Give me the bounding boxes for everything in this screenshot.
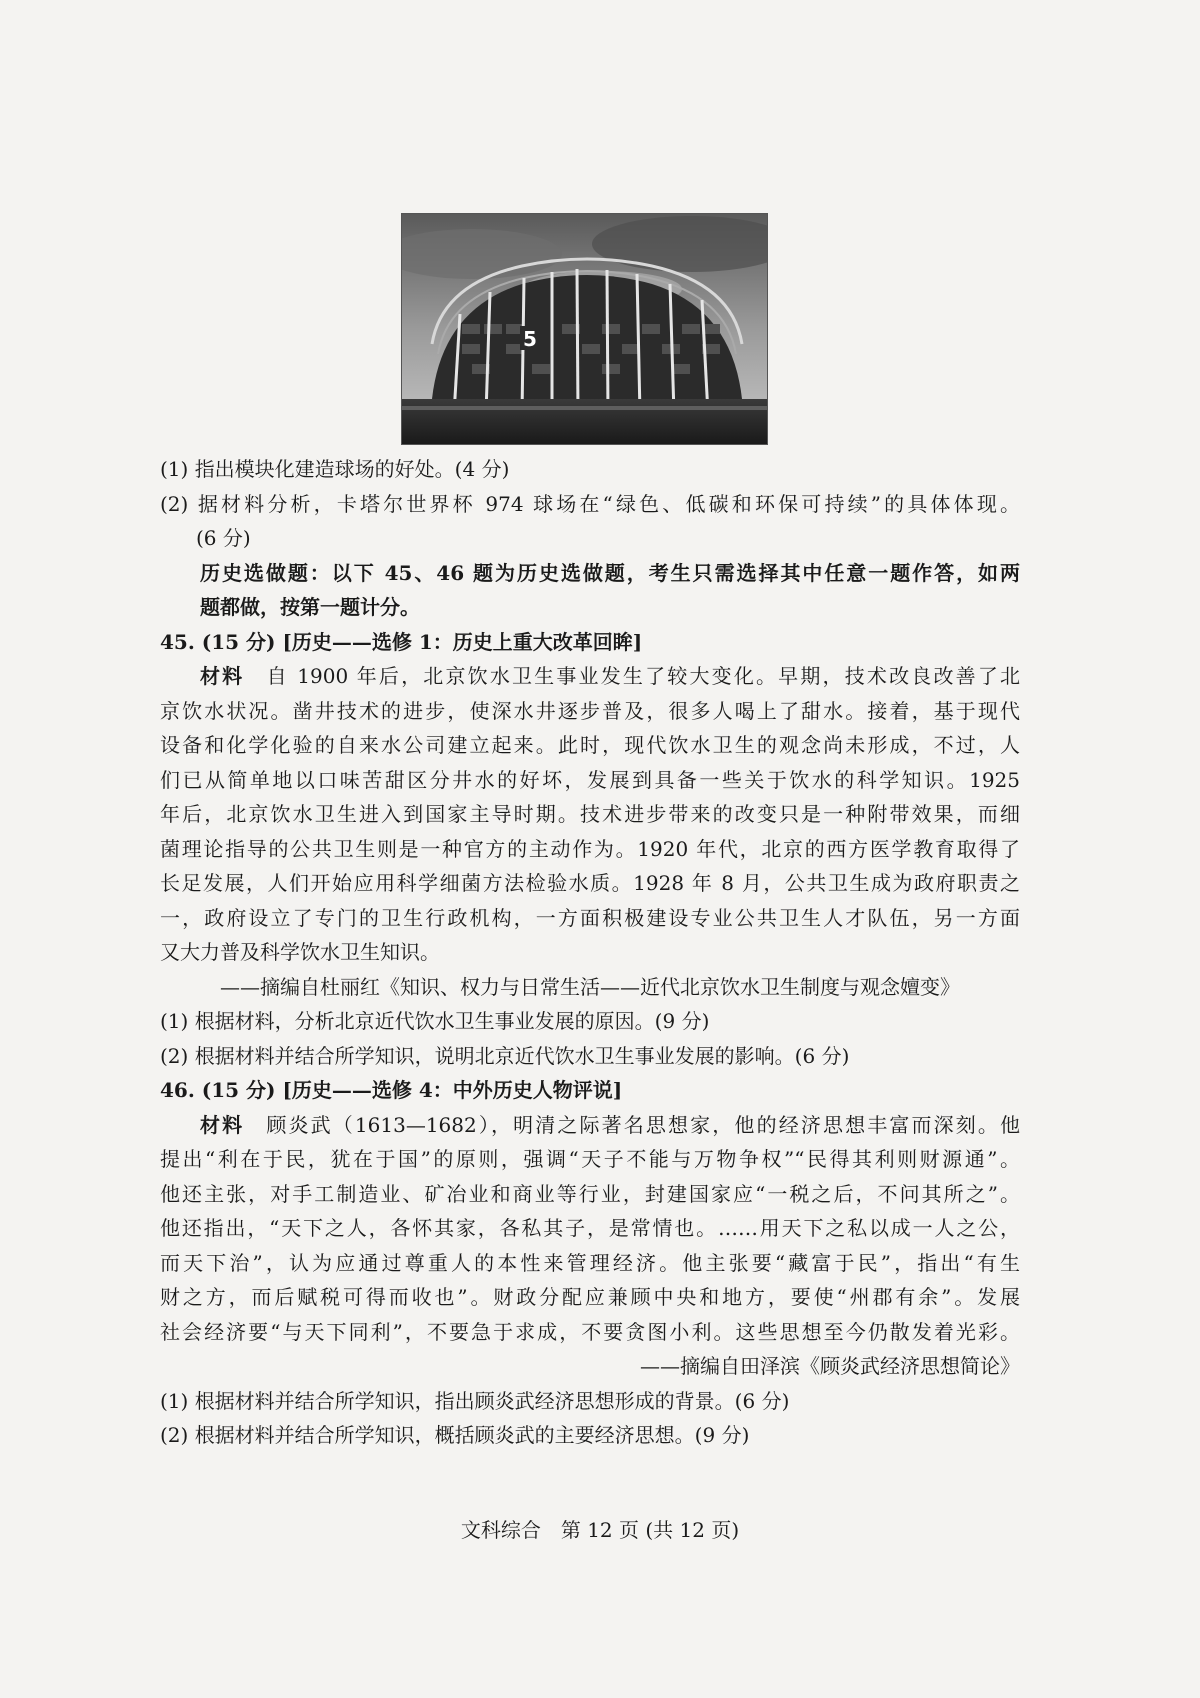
- q46-material-line-4: 他还指出，“天下之人，各怀其家，各私其子，是常情也。……用天下之私以成一人之公，: [160, 1216, 1020, 1240]
- q45-source: ——摘编自杜丽红《知识、权力与日常生活——近代北京饮水卫生制度与观念嬗变》: [220, 974, 960, 999]
- q45-material-line-4: 们已从简单地以口味苦甜区分井水的好坏，发展到具备一些关于饮水的科学知识。1925: [160, 767, 1020, 792]
- elective-note-line-1: 历史选做题：以下 45、46 题为历史选做题，考生只需选择其中任意一题作答，如两: [200, 560, 1020, 585]
- geo-question-2: (2) 据材料分析，卡塔尔世界杯 974 球场在“绿色、低碳和环保可持续”的具体体现。: [160, 491, 1020, 516]
- stadium-number: 5: [523, 327, 537, 351]
- q45-material-line-8: 一，政府设立了专门的卫生行政机构，一方面积极建设专业公共卫生人才队伍，另一方面: [160, 905, 1020, 930]
- q45-material-line-5: 年后，北京饮水卫生进入到国家主导时期。技术进步带来的改变只是一种附带效果，而细: [160, 802, 1020, 826]
- q46-source: ——摘编自田泽滨《顾炎武经济思想简论》: [640, 1354, 1020, 1378]
- page-footer: 文科综合 第 12 页 (共 12 页): [460, 1518, 740, 1542]
- q46-material-line-7: 社会经济要“与天下同利”，不要急于求成，不要贪图小利。这些思想至今仍散发着光彩。: [160, 1319, 1020, 1344]
- q45-material-line-3: 设备和化学化验的自来水公司建立起来。此时，现代饮水卫生的观念尚未形成，不过，人: [160, 733, 1020, 757]
- q46-material-label: 材料: [200, 1112, 245, 1137]
- q45-material-line-6: 菌理论指导的公共卫生则是一种官方的主动作为。1920 年代，北京的西方医学教育取得了: [160, 836, 1020, 861]
- q46-question-2: (2) 根据材料并结合所学知识，概括顾炎武的主要经济思想。(9 分): [160, 1423, 750, 1447]
- q45-question-2: (2) 根据材料并结合所学知识，说明北京近代饮水卫生事业发展的影响。(6 分): [160, 1043, 850, 1068]
- q45-material-line-2: 京饮水状况。凿井技术的进步，使深水井逐步普及，很多人喝上了甜水。接着，基于现代: [160, 698, 1020, 723]
- stadium-photo: [401, 213, 768, 445]
- geo-question-1: (1) 指出模块化建造球场的好处。(4 分): [160, 457, 510, 481]
- q46-material-line-5: 而天下治”，认为应通过尊重人的本性来管理经济。他主张要“藏富于民”，指出“有生: [160, 1250, 1020, 1275]
- q46-question-1: (1) 根据材料并结合所学知识，指出顾炎武经济思想形成的背景。(6 分): [160, 1388, 790, 1413]
- q46-material-line-3: 他还主张，对手工制造业、矿冶业和商业等行业，封建国家应“一税之后，不问其所之”。: [160, 1181, 1020, 1206]
- stadium-illustration: [402, 214, 767, 444]
- q46-material-line-1: 材料 顾炎武（1613—1682），明清之际著名思想家，他的经济思想丰富而深刻。他: [200, 1112, 1021, 1137]
- geo-question-2-score: (6 分): [196, 526, 251, 550]
- q46-header: 46. (15 分) [历史——选修 4：中外历史人物评说]: [160, 1078, 623, 1102]
- q45-material-line-7: 长足发展，人们开始应用科学细菌方法检验水质。1928 年 8 月，公共卫生成为政府职责之: [160, 871, 1020, 895]
- exam-content: [160, 452, 1020, 1453]
- q45-question-1: (1) 根据材料，分析北京近代饮水卫生事业发展的原因。(9 分): [160, 1009, 710, 1033]
- q45-material-line-9: 又大力普及科学饮水卫生知识。: [160, 940, 440, 964]
- q46-material-line-2: 提出“利在于民，犹在于国”的原则，强调“天子不能与万物争权”“民得其利则财源通”。: [160, 1147, 1020, 1171]
- q45-material-line-1: 材料 自 1900 年后，北京饮水卫生事业发生了较大变化。早期，技术改良改善了北: [200, 664, 1021, 688]
- q46-material-line-6: 财之方，而后赋税可得而收也”。财政分配应兼顾中央和地方，要使“州郡有余”。发展: [160, 1285, 1020, 1309]
- q45-material-label: 材料: [200, 664, 245, 688]
- elective-note-line-2: 题都做，按第一题计分。: [200, 595, 420, 619]
- q45-header: 45. (15 分) [历史——选修 1：历史上重大改革回眸]: [160, 629, 643, 654]
